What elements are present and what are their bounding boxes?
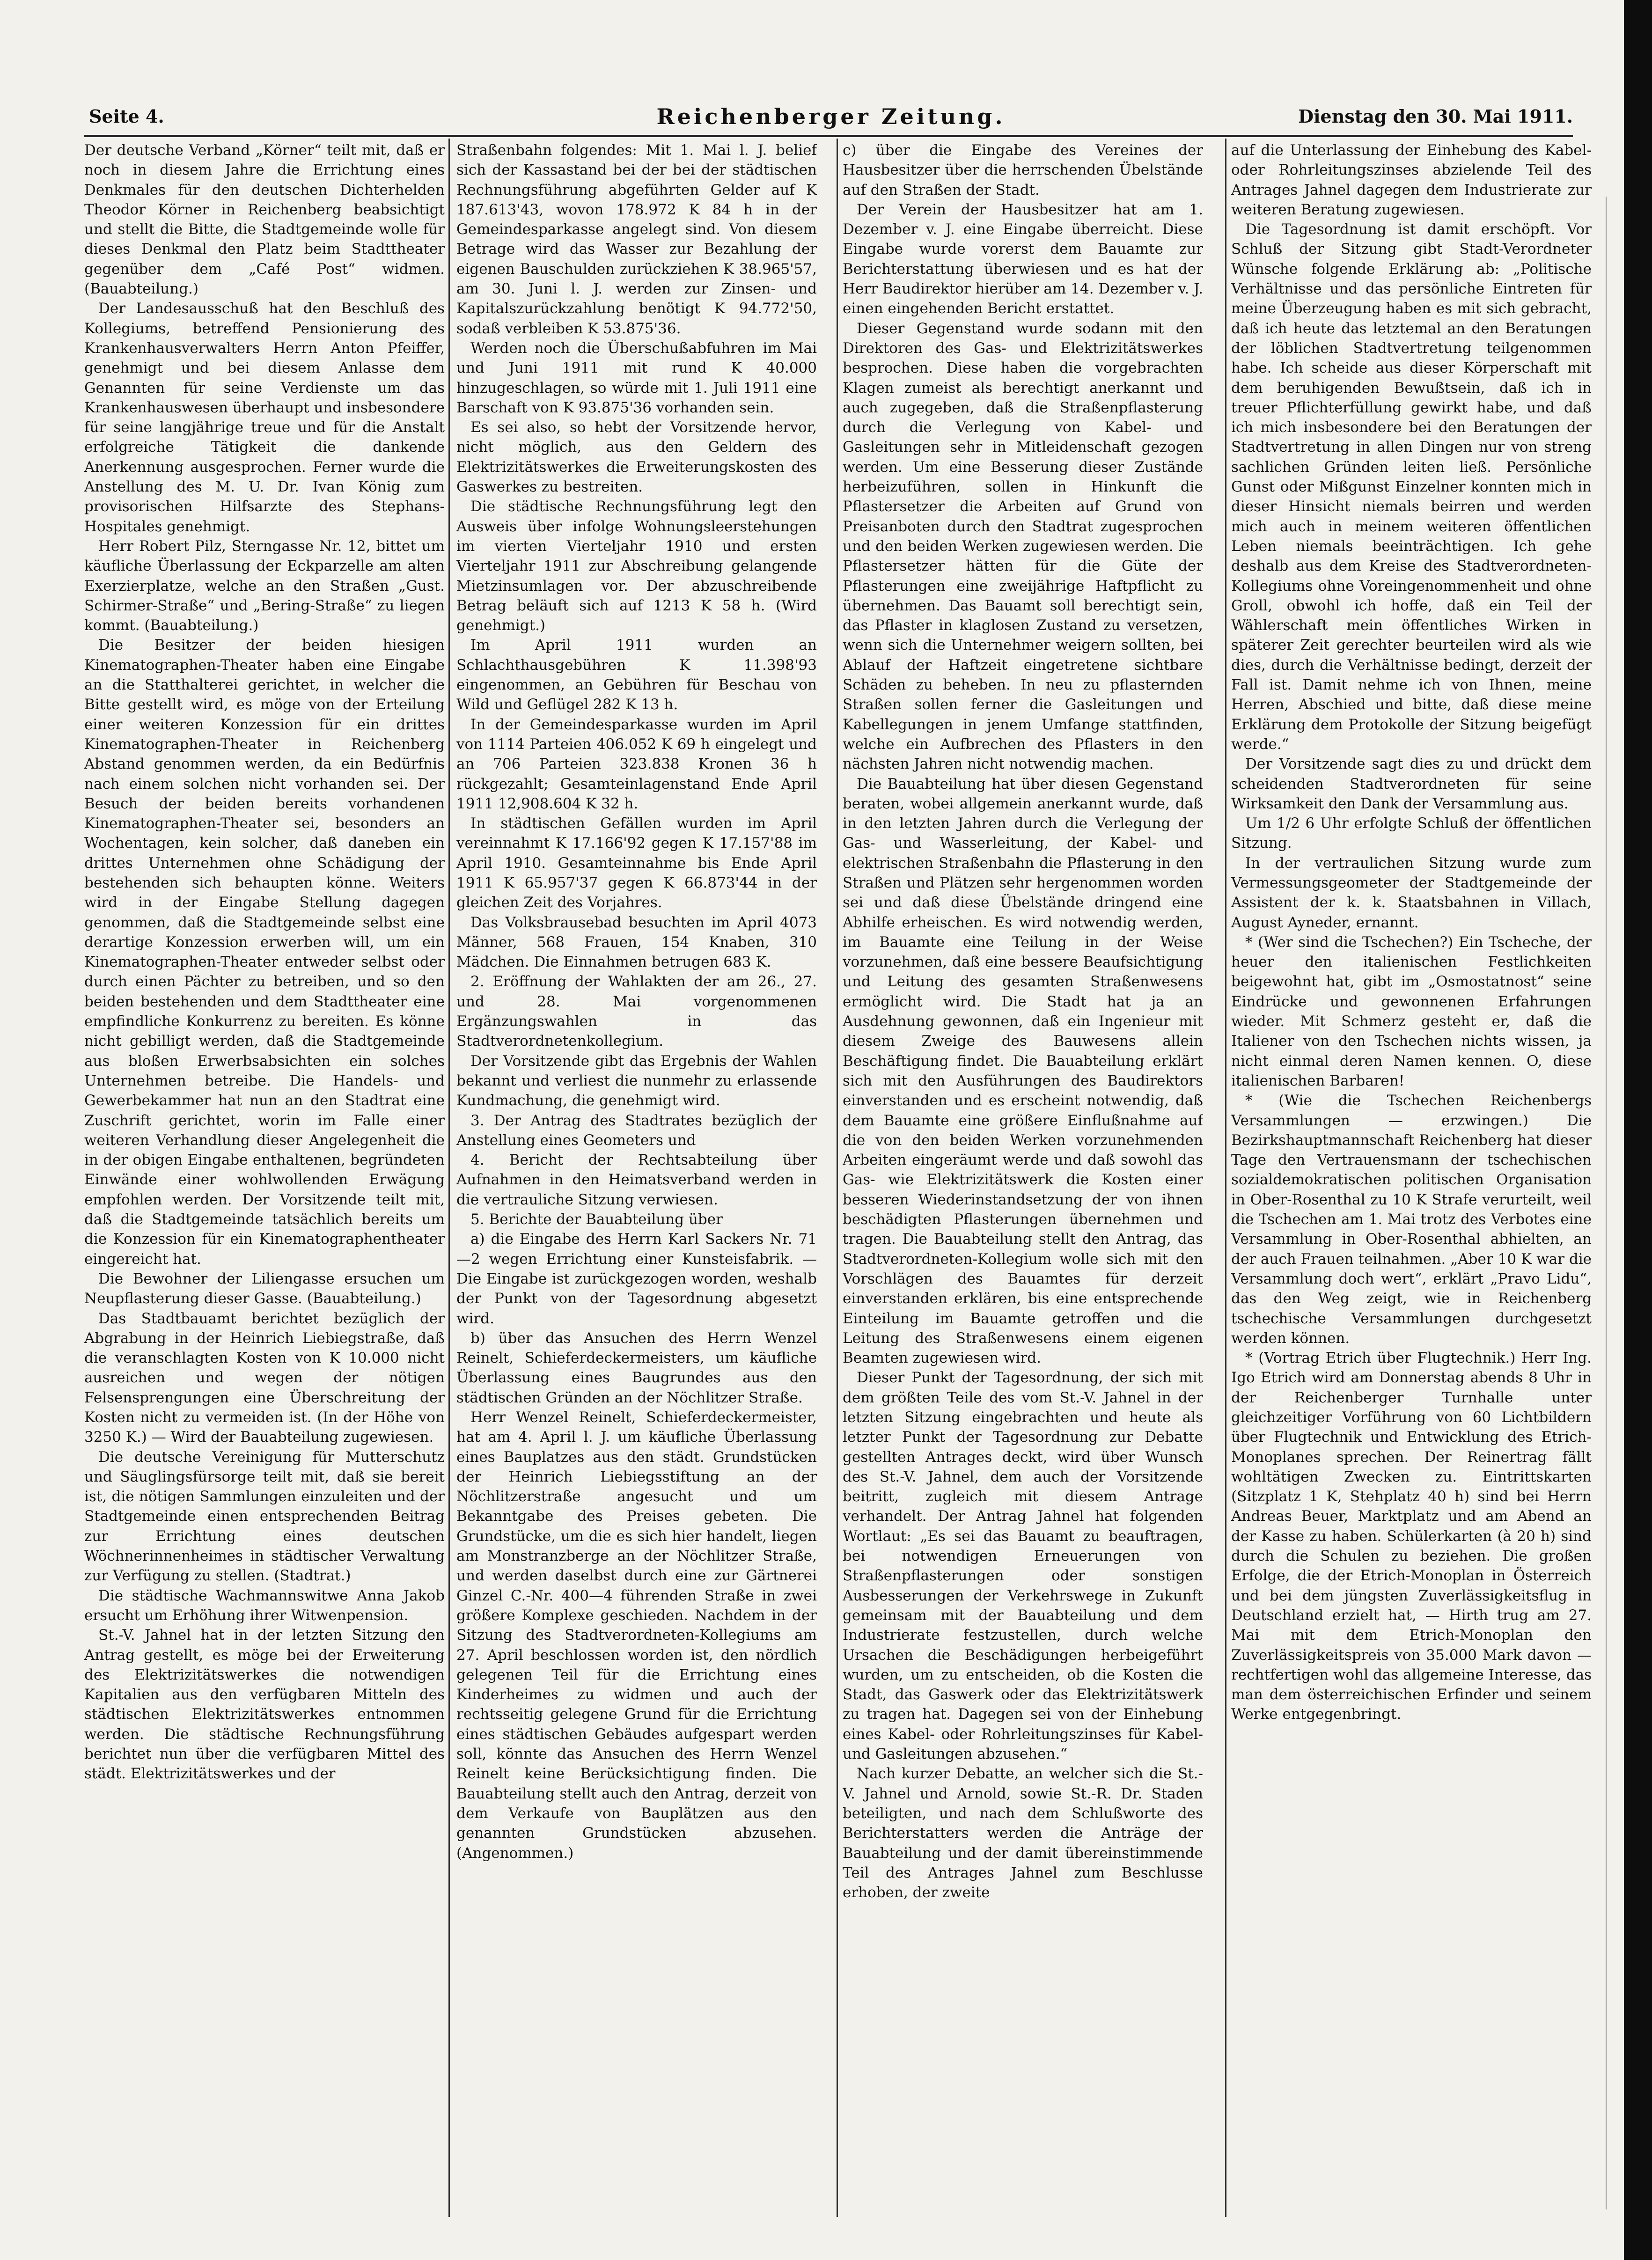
paragraph: * (Wer sind die Tschechen?) Ein Tscheche, der heuer den italienischen Festlichkeiten beigewohnt hat, gibt im „Osmostatnost“ seine Eindrücke und gewonnenen Erfahrungen wieder. Mit Schmerz gesteht er, daß die Italiener von den Tschechen nichts wissen, ja nicht einmal deren Namen kennen. O, diese italienischen Barbaren!: [1231, 933, 1592, 1089]
paragraph: Dieser Punkt der Tagesordnung, der sich mit dem größten Teile des vom St.-V. Jahnel in der letzten Sitzung eingebrachten und heute als letzter Punkt der Tagesordnung zur Debatte gestellten Antrages deckt, wird über Wunsch des St.-V. Jahnel, dem auch der Vorsitzende beitritt, zugleich mit diesem Antrage verhandelt. Der Antrag Jahnel hat folgenden Wortlaut: „Es sei das Bauamt zu beauftragen, bei notwendigen Erneuerungen von Straßenpflasterungen oder sonstigen Ausbesserungen der Verkehrswege in Zukunft gemeinsam mit der Bauabteilung und dem Industrierate festzustellen, durch welche Ursachen die Beschädigungen herbeigeführt wurden, um zu entscheiden, ob die Kosten die Stadt, das Gaswerk oder das Elektrizitätswerk zu tragen hat. Dagegen sei von der Einhebung eines Kabel- oder Rohrleitungszinses für Kabel- und Gasleitungen abzusehen.“: [843, 1369, 1203, 1763]
column-2: [456, 140, 817, 2219]
column-divider: [448, 139, 450, 2217]
paragraph: Werden noch die Überschußabfuhren im Mai und Juni 1911 mit rund K 40.000 hinzugeschlagen, so würde mit 1. Juli 1911 eine Barschaft von K 93.875'36 vorhanden sein.: [456, 339, 817, 416]
paragraph: a) die Eingabe des Herrn Karl Sackers Nr. 71—2 wegen Errichtung einer Kunsteisfabrik. — Die Eingabe ist zurückgezogen worden, weshalb der Punkt von der Tagesordnung abgesetzt wird.: [456, 1231, 817, 1327]
paragraph: * (Vortrag Etrich über Flugtechnik.) Herr Ing. Igo Etrich wird am Donnerstag abends 8 Uhr in der Reichenberger Turnhalle unter gleichzeitiger Vorführung von 60 Lichtbildern über Flugtechnik und Entwicklung des Etrich-Monoplanes sprechen. Der Reinertrag fällt wohltätigen Zwecken zu. Eintrittskarten (Sitzplatz 1 K, Stehplatz 40 h) sind bei Herrn Andreas Beuer, Marktplatz und am Abend an der Kasse zu haben. Schülerkarten (à 20 h) sind durch die Schulen zu beziehen. Die großen Erfolge, die der Etrich-Monoplan in Österreich und bei dem jüngsten Zuverlässigkeitsflug in Deutschland erzielt hat, — Hirth trug am 27. Mai mit dem Etrich-Monoplan den Zuverlässigkeitspreis von 35.000 Mark davon — rechtfertigen wohl das allgemeine Interesse, das man dem österreichischen Erfinder und seinem Werke entgegenbringt.: [1231, 1350, 1592, 1723]
scan-fold-line: [1606, 197, 1607, 2209]
paragraph: Der Verein der Hausbesitzer hat am 1. Dezember v. J. eine Eingabe überreicht. Diese Eingabe wurde vorerst dem Bauamte zur Berichterstattung überwiesen und es hat der Herr Baudirektor hierüber am 14. Dezember v. J. einen eingehenden Bericht erstattet.: [843, 201, 1203, 317]
paragraph: In städtischen Gefällen wurden im April vereinnahmt K 17.166'92 gegen K 17.157'88 im April 1910. Gesamteinnahme bis Ende April 1911 K 65.957'37 gegen K 66.873'44 in der gleichen Zeit des Vorjahres.: [456, 815, 817, 911]
paragraph: 4. Bericht der Rechtsabteilung über Aufnahmen in den Heimatsverband werden in die vertrauliche Sitzung verwiesen.: [456, 1152, 817, 1208]
paragraph: Der Vorsitzende sagt dies zu und drückt dem scheidenden Stadtverordneten für seine Wirksamkeit den Dank der Versammlung aus.: [1231, 756, 1592, 812]
paragraph: Um 1/2 6 Uhr erfolgte Schluß der öffentlichen Sitzung.: [1231, 815, 1592, 852]
paragraph: Straßenbahn folgendes: Mit 1. Mai l. J. belief sich der Kassastand bei der bei der städtischen Rechnungsführung abgeführten Gelder auf K 187.613'43, wovon 178.972 K 84 h in der Gemeindesparkasse angelegt sind. Von diesem Betrage wird das Wasser zur Bezahlung der eigenen Bauschulden zurückziehen K 38.965'57, am 30. Juni l. J. werden zur Zinsen- und Kapitalszurückzahlung benötigt K 94.772'50, sodaß verbleiben K 53.875'36.: [456, 142, 817, 337]
scan-dark-edge: [1624, 0, 1652, 2260]
paragraph: 3. Der Antrag des Stadtrates bezüglich der Anstellung eines Geometers und: [456, 1112, 817, 1149]
column-1: [84, 140, 445, 2219]
paragraph: In der Gemeindesparkasse wurden im April von 1114 Parteien 406.052 K 69 h eingelegt und an 706 Parteien 323.838 Kronen 36 h rückgezahlt; Gesamteinlagenstand Ende April 1911 12,908.604 K 32 h.: [456, 716, 817, 812]
paragraph: Die Bewohner der Liliengasse ersuchen um Neupflasterung dieser Gasse. (Bauabteilung.): [84, 1270, 445, 1307]
paragraph: Nach kurzer Debatte, an welcher sich die St.-V. Jahnel und Arnold, sowie St.-R. Dr. Staden beteiligten, und nach dem Schlußworte des Berichterstatters werden die Anträge der Bauabteilung und der damit übereinstimmende Teil des Antrages Jahnel zum Beschlusse erhoben, der zweite: [843, 1765, 1203, 1901]
page-header: [89, 104, 1573, 138]
paragraph: Der Landesausschuß hat den Beschluß des Kollegiums, betreffend Pensionierung des Krankenhausverwalters Herrn Anton Pfeiffer, genehmigt und bei diesem Anlasse dem Genannten für seine Verdienste um das Krankenhauswesen überhaupt und insbesondere für seine langjährige treue und für die Anstalt erfolgreiche Tätigkeit die dankende Anerkennung ausgesprochen. Ferner wurde die Anstellung des M. U. Dr. Ivan König zum provisorischen Hilfsarzte des Stephans-Hospitales genehmigt.: [84, 300, 445, 535]
paragraph: St.-V. Jahnel hat in der letzten Sitzung den Antrag gestellt, es möge bei der Erweiterung des Elektrizitätswerkes die notwendigen Kapitalien aus den verfügbaren Mitteln des städtischen Elektrizitätswerkes entnommen werden. Die städtische Rechnungsführung berichtet nun über die verfügbaren Mittel des städt. Elektrizitätswerkes und der: [84, 1627, 445, 1783]
paragraph: * (Wie die Tschechen Reichenbergs Versammlungen — erzwingen.) Die Bezirkshauptmannschaft Reichenberg hat dieser Tage den Vertrauensmann der tschechischen sozialdemokratischen politischen Organisation in Ober-Rosenthal zu 10 K Strafe verurteilt, weil die Tschechen am 1. Mai trotz des Verbotes eine Versammlung in Ober-Rosenthal abhielten, an der auch Frauen teilnahmen. „Aber 10 K war die Versammlung doch wert“, erklärt „Pravo Lidu“, das den Weg zeigt, wie in Reichenberg tschechische Versammlungen durchgesetzt werden können.: [1231, 1092, 1592, 1347]
paragraph: 2. Eröffnung der Wahlakten der am 26., 27. und 28. Mai vorgenommenen Ergänzungswahlen in das Stadtverordnetenkollegium.: [456, 973, 817, 1050]
paragraph: auf die Unterlassung der Einhebung des Kabel- oder Rohrleitungszinses abzielende Teil des Antrages Jahnel dagegen dem Industrierate zur weiteren Beratung zugewiesen.: [1231, 142, 1592, 218]
paragraph: Der deutsche Verband „Körner“ teilt mit, daß er noch in diesem Jahre die Errichtung eines Denkmales für den deutschen Dichterhelden Theodor Körner in Reichenberg beabsichtigt und stellt die Bitte, die Stadtgemeinde wolle für dieses Denkmal den Platz beim Stadttheater gegenüber dem „Café Post“ widmen. (Bauabteilung.): [84, 142, 445, 298]
paragraph: Die deutsche Vereinigung für Mutterschutz und Säuglingsfürsorge teilt mit, daß sie bereit ist, die nötigen Sammlungen einzuleiten und der Stadtgemeinde einen entsprechenden Beitrag zur Errichtung eines deutschen Wöchnerinnenheimes in städtischer Verwaltung zur Verfügung zu stellen. (Stadtrat.): [84, 1448, 445, 1585]
column-divider: [1225, 139, 1226, 2217]
paragraph: Die Besitzer der beiden hiesigen Kinematographen-Theater haben eine Eingabe an die Statthalterei gerichtet, in welcher die Bitte gestellt wird, es möge von der Erteilung einer weiteren Konzession für ein drittes Kinematographen-Theater in Reichenberg Abstand genommen werden, da ein Bedürfnis nach einem solchen nicht vorhanden sei. Der Besuch der beiden bereits vorhandenen Kinematographen-Theater sei, besonders an Wochentagen, kein solcher, daß daneben ein drittes Unternehmen ohne Schädigung der bestehenden sich behaupten könne. Weiters wird in der Eingabe Stellung dagegen genommen, daß die Stadtgemeinde selbst eine derartige Konzession erwerben will, um ein Kinematographen-Theater entweder selbst oder durch einen Pächter zu betreiben, und so den beiden bestehenden und dem Stadttheater eine empfindliche Konkurrenz zu bereiten. Es könne nicht gebilligt werden, daß die Stadtgemeinde aus bloßen Erwerbsabsichten ein solches Unternehmen betreibe. Die Handels- und Gewerbekammer hat nun an den Stadtrat eine Zuschrift gerichtet, worin im Falle einer weiteren Verhandlung dieser Angelegenheit die in der obigen Eingabe enthaltenen, begründeten Einwände einer wohlwollenden Erwägung empfohlen werden. Der Vorsitzende teilt mit, daß die Stadtgemeinde tatsächlich bereits um die Konzession für ein Kinematographentheater eingereicht hat.: [84, 637, 445, 1268]
paragraph: Die Bauabteilung hat über diesen Gegenstand beraten, wobei allgemein anerkannt wurde, daß in den letzten Jahren durch die Verlegung der Gas- und Wasserleitung, der Kabel- und elektrischen Straßenbahn die Pflasterung in den Straßen und Plätzen sehr hergenommen worden sei und daß diese Übelstände dringend eine Abhilfe erheischen. Es wird notwendig werden, im Bauamte eine Teilung in der Weise vorzunehmen, daß eine bessere Beaufsichtigung und Leitung des gesamten Straßenwesens ermöglicht wird. Die Stadt hat ja an Ausdehnung gewonnen, daß ein Ingenieur mit diesem Zweige des Bauwesens allein Beschäftigung findet. Die Bauabteilung erklärt sich mit den Ausführungen des Baudirektors einverstanden und es erscheint notwendig, daß dem Bauamte eine größere Einflußnahme auf die von den beiden Werken vorzunehmenden Arbeiten eingeräumt werde und daß sowohl das Gas- wie Elektrizitätswerk die Kosten einer besseren Wiederinstandsetzung der von ihnen beschädigten Pflasterungen übernehmen und tragen. Die Bauabteilung stellt den Antrag, das Stadtverordneten-Kollegium wolle sich mit den Vorschlägen des Bauamtes für derzeit einverstanden erklären, bis eine entsprechende Einteilung im Bauamte getroffen und die Leitung des Straßenwesens einem eigenen Beamten zugewiesen wird.: [843, 775, 1203, 1367]
paragraph: Herr Robert Pilz, Sterngasse Nr. 12, bittet um käufliche Überlassung der Eckparzelle am alten Exerzierplatze, welche an den Straßen „Gust. Schirmer-Straße“ und „Bering-Straße“ zu liegen kommt. (Bauabteilung.): [84, 537, 445, 634]
paragraph: Die Tagesordnung ist damit erschöpft. Vor Schluß der Sitzung gibt Stadt-Verordneter Wünsche folgende Erklärung ab: „Politische Verhältnisse und das persönliche Eintreten für meine Überzeugung haben es mit sich gebracht, daß ich heute das letztemal an den Beratungen der löblichen Stadtvertretung teilgenommen habe. Ich scheide aus dieser Körperschaft mit dem beruhigenden Bewußtsein, daß ich in treuer Pflichterfüllung gewirkt habe, und daß ich mich insbesondere bei den Beratungen der Stadtvertretung in allen Dingen nur von streng sachlichen Gründen leiten ließ. Persönliche Gunst oder Mißgunst Einzelner konnten mich in dieser Hinsicht niemals beirren und werden mich auch in meinem weiteren öffentlichen Leben niemals beeinträchtigen. Ich gehe deshalb aus dem Kreise des Stadtverordneten-Kollegiums ohne Voreingenommenheit und ohne Groll, obwohl ich hoffe, daß ein Teil der Wählerschaft mein öffentliches Wirken in späterer Zeit gerechter beurteilen wird als wie dies, durch die Verhältnisse bedingt, derzeit der Fall ist. Damit nehme ich von Ihnen, meine Herren, Abschied und bitte, daß diese meine Erklärung dem Protokolle der Sitzung beigefügt werde.“: [1231, 221, 1592, 753]
page-number: Seite 4.: [89, 106, 164, 127]
paragraph: b) über das Ansuchen des Herrn Wenzel Reinelt, Schieferdeckermeisters, um käufliche Überlassung eines Baugrundes aus den städtischen Gründen an der Nöchlitzer Straße.: [456, 1329, 817, 1406]
paragraph: Herr Wenzel Reinelt, Schieferdeckermeister, hat am 4. April l. J. um käufliche Überlassung eines Bauplatzes aus den städt. Grundstücken der Heinrich Liebiegsstiftung an der Nöchlitzerstraße angesucht und um Bekanntgabe des Preises gebeten. Die Grundstücke, um die es sich hier handelt, liegen am Monstranzberge an der Nöchlitzer Straße, und werden daselbst durch eine zur Gärtnerei Ginzel C.-Nr. 400—4 führenden Straße in zwei größere Komplexe geschieden. Nachdem in der Sitzung des Stadtverordneten-Kollegiums am 27. April beschlossen worden ist, den nördlich gelegenen Teil für die Errichtung eines Kinderheimes zu widmen und auch der rechtsseitig gelegene Grund für die Errichtung eines städtischen Gebäudes aufgespart werden soll, könnte das Ansuchen des Herrn Wenzel Reinelt keine Berücksichtigung finden. Die Bauabteilung stellt auch den Antrag, derzeit von dem Verkaufe von Bauplätzen aus den genannten Grundstücken abzusehen. (Angenommen.): [456, 1409, 817, 1862]
paragraph: Die städtische Wachmannswitwe Anna Jakob ersucht um Erhöhung ihrer Witwenpension.: [84, 1587, 445, 1624]
paragraph: Dieser Gegenstand wurde sodann mit den Direktoren des Gas- und Elektrizitätswerkes besprochen. Diese haben die vorgebrachten Klagen zumeist als berechtigt anerkannt und auch zugegeben, daß die Straßenpflasterung durch die Verlegung von Kabel- und Gasleitungen sehr in Mitleidenschaft gezogen werden. Um eine Besserung dieser Zustände herbeizuführen, sollen in Hinkunft die Pflastersetzer die Arbeiten auf Grund von Preisanboten durch den Stadtrat zugesprochen und den beiden Werken zugewiesen werden. Die Pflastersetzer hätten für die Güte der Pflasterungen eine zweijährige Haftpflicht zu übernehmen. Das Bauamt soll berechtigt sein, das Pflaster in klaglosen Zustand zu versetzen, wenn sich die Unternehmer weigern sollten, bei Ablauf der Haftzeit eingetretene sichtbare Schäden zu beheben. In neu zu pflasternden Straßen sollen ferner die Gasleitungen und Kabellegungen in jenem Umfange stattfinden, welche ein Aufbrechen des Pflasters in den nächsten Jahren nicht notwendig machen.: [843, 320, 1203, 773]
column-4: [1231, 140, 1592, 2219]
issue-date: Dienstag den 30. Mai 1911.: [1298, 106, 1573, 127]
paragraph: Es sei also, so hebt der Vorsitzende hervor, nicht möglich, aus den Geldern des Elektrizitätswerkes die Erweiterungskosten des Gaswerkes zu bestreiten.: [456, 419, 817, 496]
header-rule: [84, 135, 1573, 137]
column-divider: [837, 139, 838, 2217]
masthead-title: Reichenberger Zeitung.: [656, 104, 1006, 129]
paragraph: 5. Berichte der Bauabteilung über: [470, 1211, 723, 1228]
paragraph: Die städtische Rechnungsführung legt den Ausweis über infolge Wohnungsleerstehungen im vierten Vierteljahr 1910 und ersten Vierteljahr 1911 zur Abschreibung gelangende Mietzinsumlagen vor. Der abzuschreibende Betrag beläuft sich auf 1213 K 58 h. (Wird genehmigt.): [456, 498, 817, 634]
paragraph: c) über die Eingabe des Vereines der Hausbesitzer über die herrschenden Übelstände auf den Straßen der Stadt.: [843, 142, 1203, 198]
paragraph: Das Stadtbauamt berichtet bezüglich der Abgrabung in der Heinrich Liebiegstraße, daß die veranschlagten Kosten von K 10.000 nicht ausreichen und wegen der nötigen Felsensprengungen eine Überschreitung der Kosten nicht zu vermeiden ist. (In der Höhe von 3250 K.) — Wird der Bauabteilung zugewiesen.: [84, 1310, 445, 1446]
paragraph: Der Vorsitzende gibt das Ergebnis der Wahlen bekannt und verliest die nunmehr zu erlassende Kundmachung, die genehmigt wird.: [456, 1052, 817, 1109]
column-3: [843, 140, 1203, 2219]
paragraph: In der vertraulichen Sitzung wurde zum Vermessungsgeometer der Stadtgemeinde der Assistent der k. k. Staatsbahnen in Villach, August Ayneder, ernannt.: [1231, 854, 1592, 931]
paragraph: Das Volksbrausebad besuchten im April 4073 Männer, 568 Frauen, 154 Knaben, 310 Mädchen. Die Einnahmen betrugen 683 K.: [456, 914, 817, 971]
paragraph: Im April 1911 wurden an Schlachthausgebühren K 11.398'93 eingenommen, an Gebühren für Beschau von Wild und Geflügel 282 K 13 h.: [456, 637, 817, 713]
